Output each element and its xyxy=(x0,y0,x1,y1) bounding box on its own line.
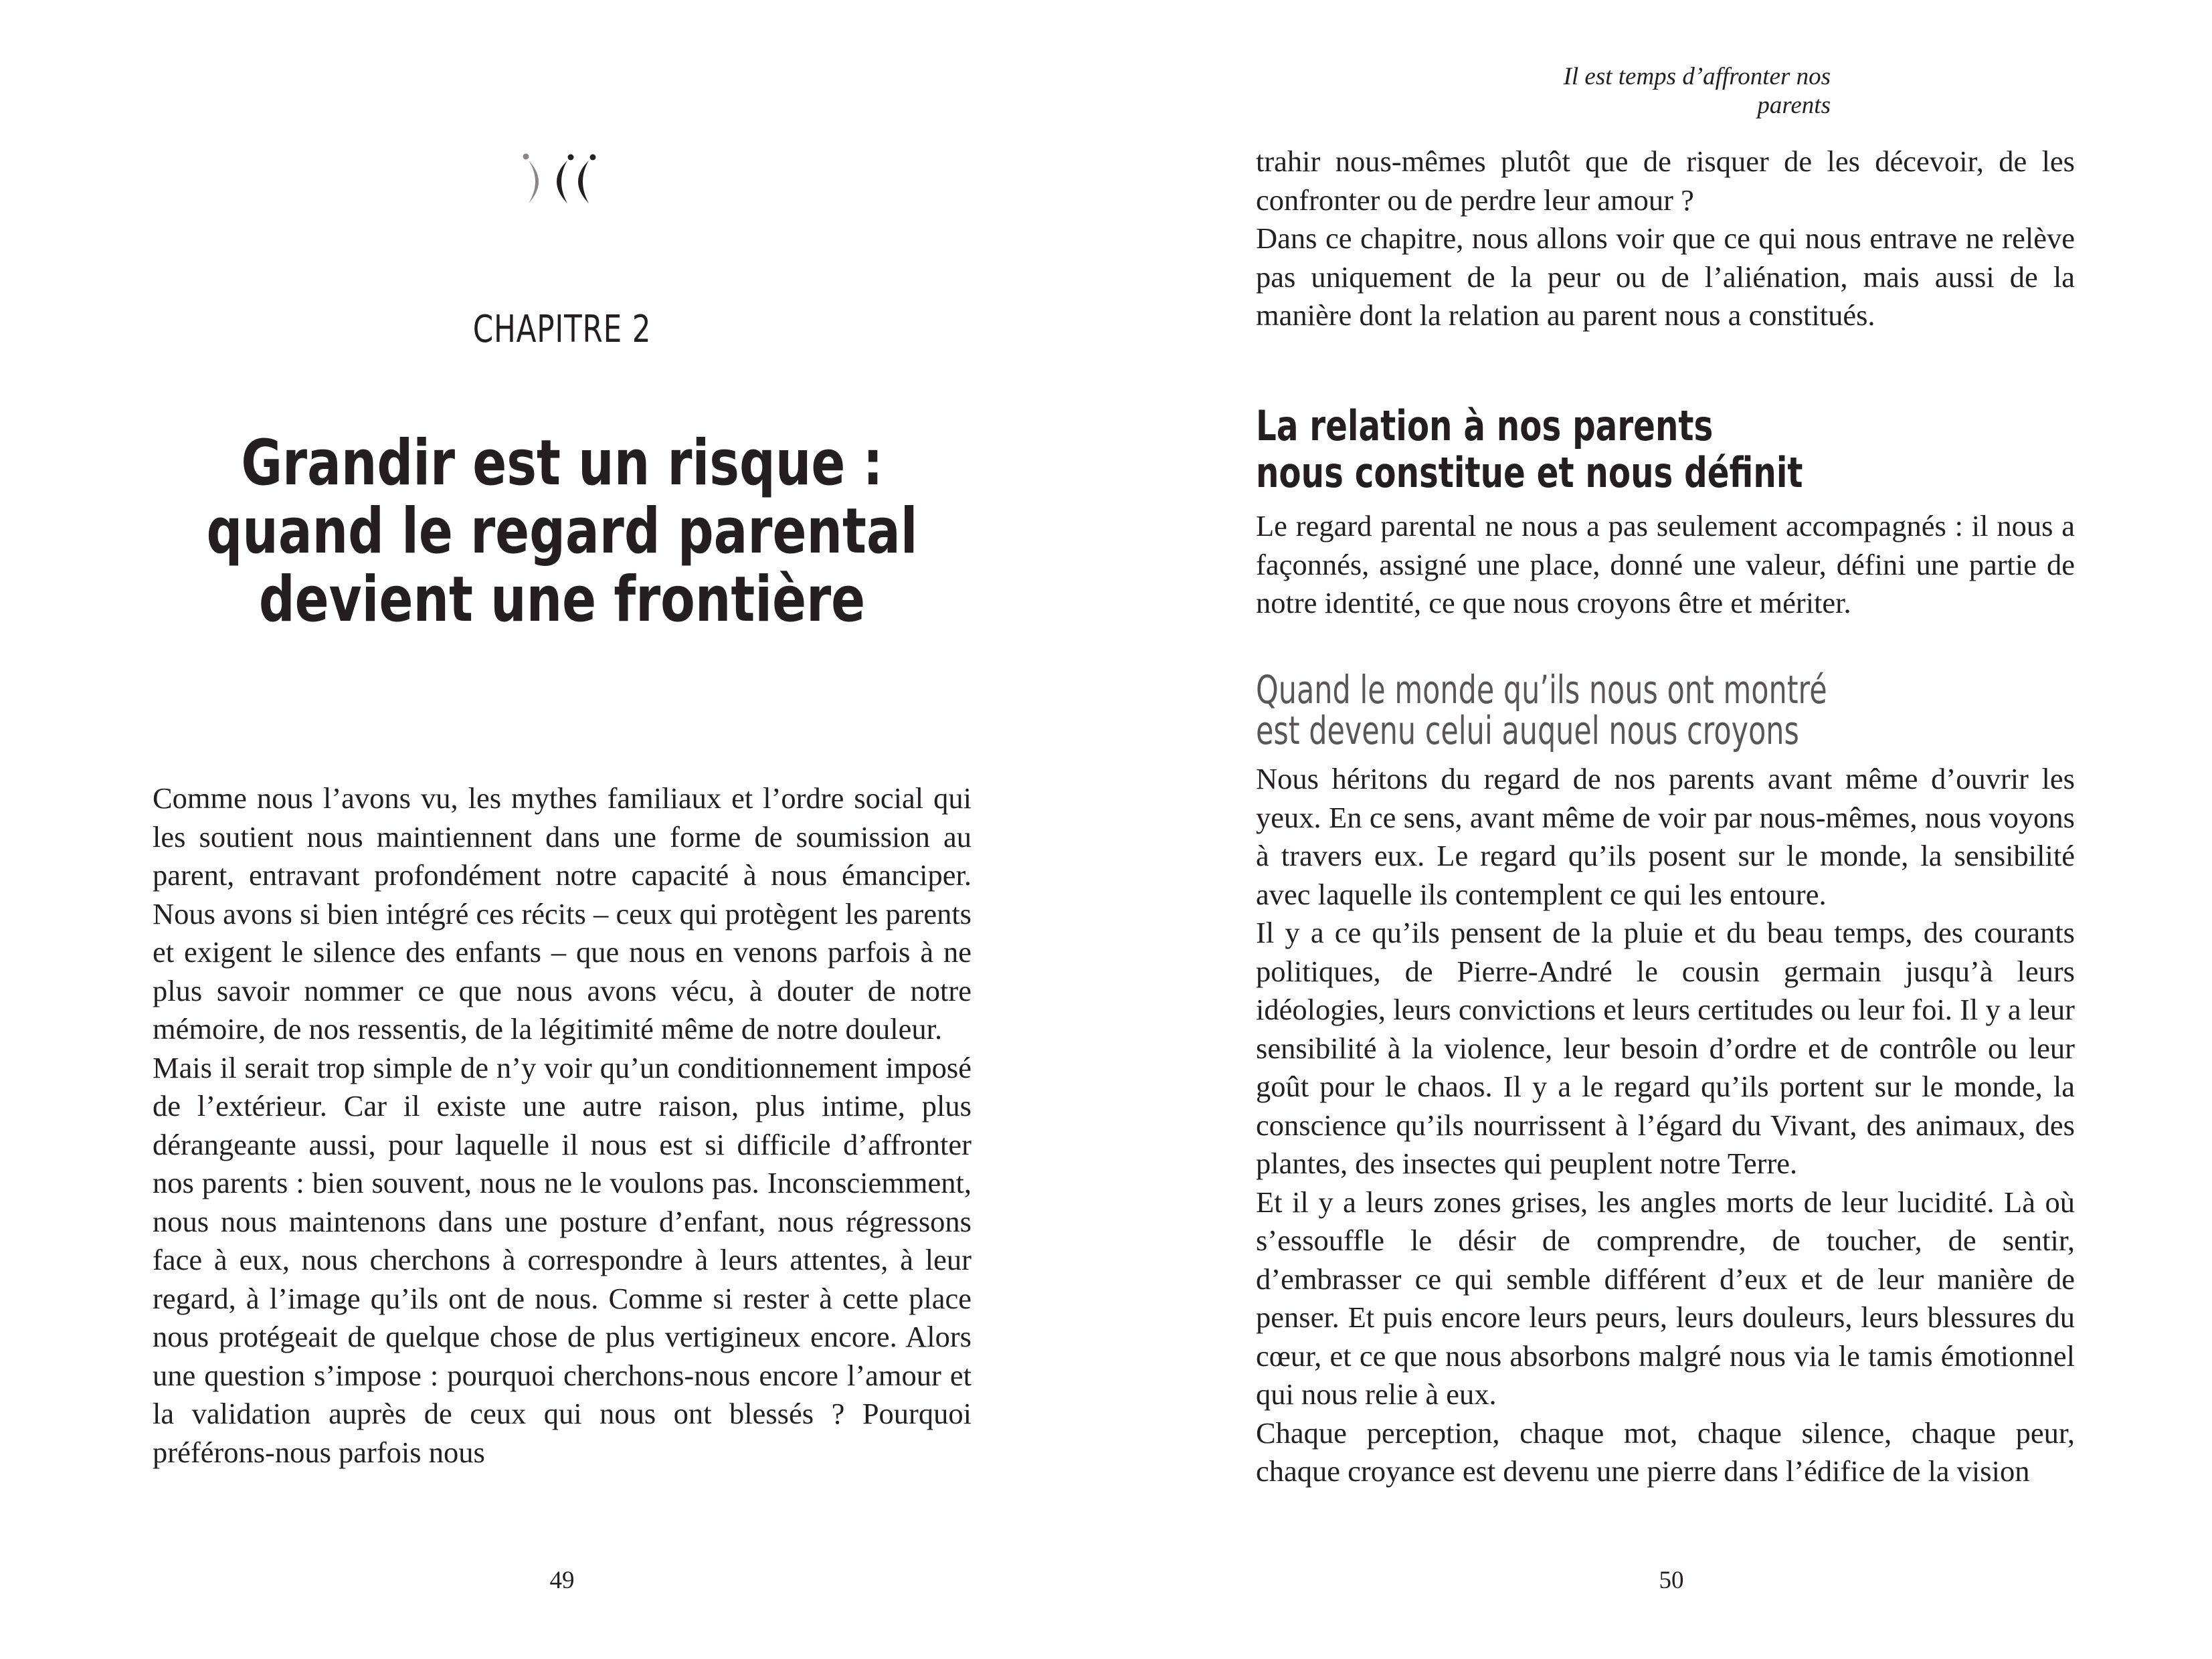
paragraph: Il y a ce qu’ils pensent de la pluie et du beau temps, des courants politiques, de Pierre-André le cousin germain jusqu’à leurs idéologies, leurs convictions et leurs certitudes ou leur foi. Il y a leur sensibilité à la violence, leur besoin d’ordre et de contrôle ou leur goût pour le chaos. Il y a le regard qu’ils portent sur le monde, la conscience qu’ils nourrissent à l’égard du Vivant, des animaux, des plantes, des insectes qui peuplent notre Terre. xyxy=(1256,916,2075,1180)
paragraph: Dans ce chapitre, nous allons voir que ce qui nous entrave ne relève pas uniquement de la peur ou de l’aliénation, mais aussi de la manière dont la relation au parent nous a constitués. xyxy=(1256,221,2075,332)
paragraph: Comme nous l’avons vu, les mythes familiaux et l’ordre social qui les soutient nous maintiennent dans une forme de soumission au parent, entravant profondément notre capacité à nous émanciper. Nous avons si bien intégré ces récits – ceux qui protègent les parents et exigent le silence des enfants – que nous en venons parfois à ne plus savoir nommer ce que nous avons vécu, à douter de notre mémoire, de nos ressentis, de la légitimité même de notre douleur. xyxy=(153,781,972,1046)
chapter-title-line: devient une frontière xyxy=(258,563,866,636)
chapter-label: CHAPITRE 2 xyxy=(472,308,652,351)
section-heading-line: nous constitue et nous définit xyxy=(1256,448,1803,497)
paragraph: Nous héritons du regard de nos parents avant même d’ouvrir les yeux. En ce sens, avant même de voir par nous-mêmes, nous voyons à travers eux. Le regard qu’ils posent sur le monde, la sensibilité avec laquelle ils contemplent ce qui les entoure. xyxy=(1256,762,2075,911)
paragraph: trahir nous-mêmes plutôt que de risquer de les décevoir, de les confronter ou de perdre leur amour ? xyxy=(1256,144,2075,217)
section-body xyxy=(1256,507,2075,623)
chapter-title-line: quand le regard parental xyxy=(206,495,918,568)
subsection-body xyxy=(1256,760,2075,1491)
chapter-title-line: Grandir est un risque : xyxy=(241,427,883,500)
page-number-right: 50 xyxy=(1659,1567,1684,1594)
page-number-left: 49 xyxy=(549,1567,575,1594)
subsection-heading-line: est devenu celui auquel nous croyons xyxy=(1256,708,1799,753)
paragraph: Chaque perception, chaque mot, chaque silence, chaque peur, chaque croyance est devenu une pierre dans l’édifice de la vision xyxy=(1256,1416,2075,1488)
chapter-title xyxy=(112,429,1012,634)
running-head: Il est temps d’affronter nos parents xyxy=(1563,63,1831,119)
paragraph: Mais il serait trop simple de n’y voir qu’un conditionnement imposé de l’extérieur. Car il existe une autre raison, plus intime, plus dérangeante aussi, pour laquelle il nous est si difficile d’affronter nos parents : bien souvent, nous ne le voulons pas. Inconsciemment, nous nous maintenons dans une posture d’enfant, nous régressons face à eux, nous cherchons à correspondre à leurs attentes, à leur regard, à l’image qu’ils ont de nous. Comme si rester à cette place nous protégeait de quelque chose de plus vertigineux encore. Alors une question s’impose : pourquoi cherchons-nous encore l’amour et la validation auprès de ceux qui nous ont blessés ? Pourquoi préférons-nous parfois nous xyxy=(153,1050,972,1469)
section-heading-line: La relation à nos parents xyxy=(1256,401,1714,450)
subsection-heading-line: Quand le monde qu’ils nous ont montré xyxy=(1256,667,1827,712)
triple-crescent-ornament-icon xyxy=(519,151,606,211)
right-page-intro xyxy=(1256,142,2075,335)
left-page-body xyxy=(153,779,972,1472)
subsection-heading xyxy=(1256,667,2048,753)
paragraph: Et il y a leurs zones grises, les angles morts de leur lucidité. Là où s’essouffle le désir de comprendre, de toucher, de sentir, d’embrasser ce qui semble différent d’eux et de leur manière de penser. Et puis encore leurs peurs, leurs douleurs, leurs blessures du cœur, et ce que nous absorbons malgré nous via le tamis émotionnel qui nous relie à eux. xyxy=(1256,1185,2075,1411)
section-heading xyxy=(1256,403,2039,496)
paragraph: Le regard parental ne nous a pas seulement accompagnés : il nous a façonnés, assigné une place, donné une valeur, défini une partie de notre identité, ce que nous croyons être et mériter. xyxy=(1256,509,2075,619)
